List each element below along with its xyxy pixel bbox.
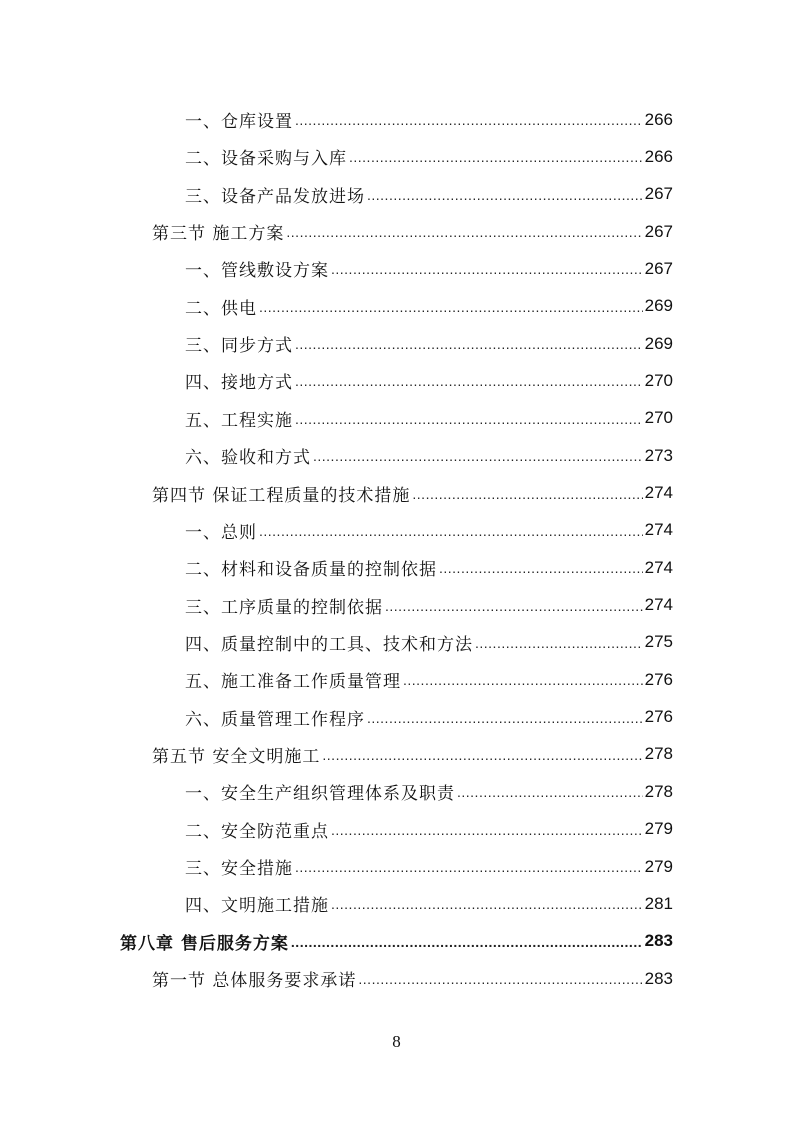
toc-entry-title: 第四节 保证工程质量的技术措施 [152,485,411,506]
toc-entry-page: 283 [644,968,673,988]
dot-leader [291,934,643,960]
toc-item-entry[interactable] [185,176,673,213]
toc-section-entry[interactable] [152,213,673,250]
dot-leader [331,261,643,287]
toc-entry-page: 267 [644,221,673,241]
toc-item-entry[interactable] [185,512,673,549]
dot-leader [259,523,643,549]
toc-item-entry[interactable] [185,549,673,586]
toc-entry-title: 第五节 安全文明施工 [152,746,321,767]
toc-entry-title: 一、管线敷设方案 [185,261,329,282]
toc-entry-title: 二、材料和设备质量的控制依据 [185,560,437,581]
toc-item-entry[interactable] [185,661,673,698]
dot-leader [286,224,642,250]
toc-entry-title: 一、总则 [185,522,257,543]
toc-entry-title: 三、工序质量的控制依据 [185,597,383,618]
dot-leader [439,560,643,586]
toc-entry-title: 二、供电 [185,298,257,319]
toc-section-entry[interactable] [152,736,673,773]
toc-entry-page: 267 [644,184,673,204]
dot-leader [349,149,643,175]
toc-entry-title: 五、工程实施 [185,410,293,431]
toc-entry-title: 六、验收和方式 [185,448,311,469]
dot-leader [403,672,643,698]
toc-entry-page: 273 [644,445,673,465]
toc-entry-page: 279 [644,856,673,876]
toc-item-entry[interactable] [185,101,673,138]
dot-leader [331,822,643,848]
dot-leader [475,635,643,661]
toc-item-entry[interactable] [185,437,673,474]
toc-entry-title: 一、仓库设置 [185,112,293,132]
toc-entry-page: 269 [644,333,673,353]
dot-leader [313,448,643,474]
dot-leader [457,784,643,810]
toc-entry-title: 四、质量控制中的工具、技术和方法 [185,634,473,655]
dot-leader [295,112,643,138]
dot-leader [367,710,643,736]
toc-item-entry[interactable] [185,250,673,287]
dot-leader [331,896,643,922]
toc-item-entry[interactable] [185,773,673,810]
toc-entry-page: 267 [644,258,673,278]
toc-entry-page: 274 [644,520,673,540]
toc-section-entry[interactable] [152,475,673,512]
dot-leader [412,486,642,512]
toc-entry-title: 三、设备产品发放进场 [185,186,365,207]
toc-entry-title: 第八章 售后服务方案 [120,933,289,954]
dot-leader [295,336,643,362]
dot-leader [259,299,643,325]
toc-entry-page: 281 [644,893,673,913]
toc-entry-page: 274 [644,595,673,615]
toc-item-entry[interactable] [185,885,673,922]
dot-leader [385,598,643,624]
toc-entry-title: 三、同步方式 [185,336,293,357]
dot-leader [322,747,642,773]
toc-item-entry[interactable] [185,624,673,661]
toc-entry-title: 第三节 施工方案 [152,224,285,245]
page-number: 8 [392,1032,401,1051]
toc-item-entry[interactable] [185,699,673,736]
toc-entry-title: 六、质量管理工作程序 [185,709,365,730]
toc-entry-page: 275 [644,632,673,652]
toc-entry-page: 278 [644,744,673,764]
dot-leader [295,373,643,399]
toc-item-entry[interactable] [185,848,673,885]
toc-entry-page: 276 [644,707,673,727]
dot-leader [367,187,643,213]
toc-entry-title: 四、接地方式 [185,373,293,394]
toc-entry-page: 269 [644,296,673,316]
toc-entry-page: 279 [644,819,673,839]
dot-leader [295,859,643,885]
toc-section-entry[interactable] [152,960,673,997]
toc-entry-page: 266 [644,146,673,166]
toc-item-entry[interactable] [185,362,673,399]
toc-entry-title: 三、安全措施 [185,859,293,879]
toc-item-entry[interactable] [185,400,673,437]
dot-leader [358,971,642,997]
toc-item-entry[interactable] [185,288,673,325]
toc-entry-page: 270 [644,408,673,428]
toc-entry-title: 第一节 总体服务要求承诺 [152,971,357,992]
toc-entry-page: 274 [644,557,673,577]
toc-chapter-entry[interactable] [120,923,673,960]
toc-entry-title: 二、安全防范重点 [185,821,329,842]
toc-entry-page: 278 [644,781,673,801]
toc-item-entry[interactable] [185,325,673,362]
toc-entry-page: 274 [644,483,673,502]
toc-entry-page: 270 [644,370,673,390]
toc-entry-page: 266 [644,109,673,129]
toc-item-entry[interactable] [185,811,673,848]
toc-item-entry[interactable] [185,138,673,175]
toc-entry-page: 283 [644,931,673,951]
toc-entry-title: 二、设备采购与入库 [185,149,347,170]
toc-entry-title: 四、文明施工措施 [185,896,329,917]
dot-leader [295,411,643,437]
toc-entry-title: 一、安全生产组织管理体系及职责 [185,784,455,805]
toc-entry-title: 五、施工准备工作质量管理 [185,672,401,693]
toc-item-entry[interactable] [185,587,673,624]
toc-entry-page: 276 [644,669,673,689]
